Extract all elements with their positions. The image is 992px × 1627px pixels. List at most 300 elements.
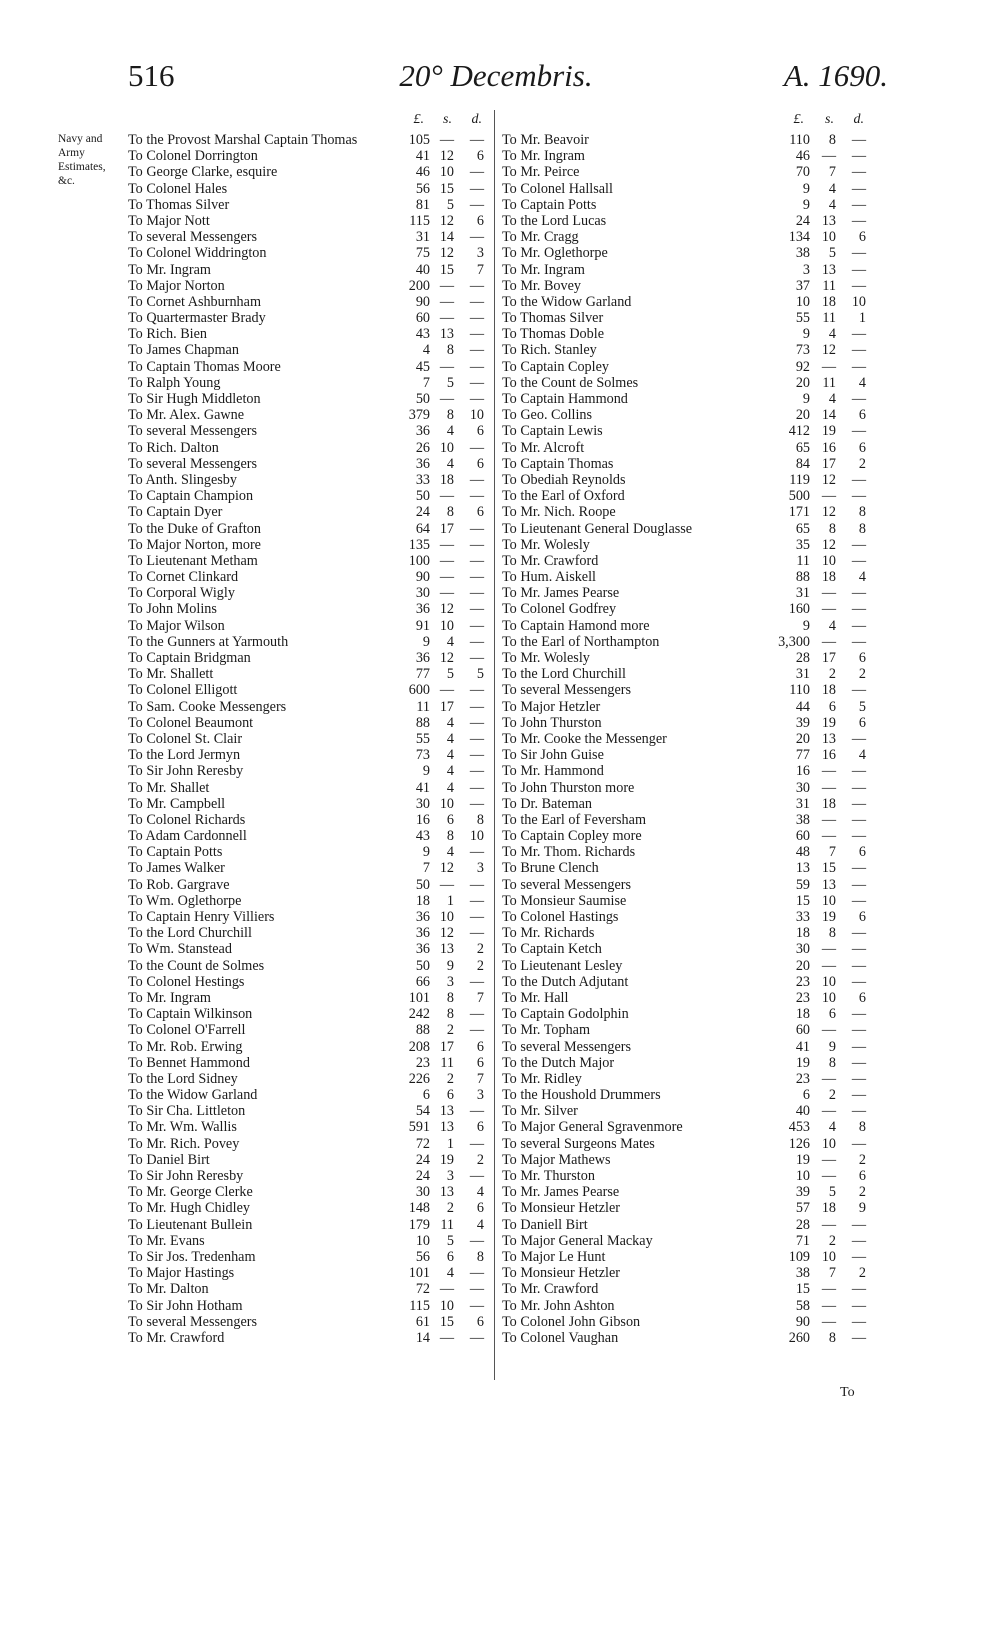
entry-name: To Major General Mackay bbox=[502, 1232, 653, 1249]
entry-pounds: 57 bbox=[795, 1200, 810, 1217]
list-item bbox=[128, 634, 490, 650]
entry-pounds: 115 bbox=[409, 212, 430, 229]
entry-shillings: 12 bbox=[439, 245, 454, 262]
list-item bbox=[502, 1022, 874, 1038]
list-item bbox=[128, 1233, 490, 1249]
entry-shillings: 13 bbox=[821, 261, 836, 278]
entry-name: To Captain Champion bbox=[128, 488, 254, 505]
entry-pence: — bbox=[469, 132, 484, 148]
entry-pounds: 30 bbox=[415, 795, 430, 812]
entry-pounds: 61 bbox=[415, 1313, 430, 1330]
entry-name: To Brune Clench bbox=[502, 860, 599, 877]
entry-pence: — bbox=[851, 779, 866, 796]
entry-pence: 1 bbox=[858, 310, 866, 327]
entry-pence: — bbox=[851, 148, 866, 165]
entry-pence: 10 bbox=[851, 293, 866, 310]
entry-name: To Colonel Hastings bbox=[502, 909, 619, 925]
entry-pence: 6 bbox=[858, 407, 866, 424]
list-item bbox=[502, 682, 874, 698]
list-item bbox=[128, 245, 490, 261]
entry-shillings: 2 bbox=[446, 1022, 454, 1039]
list-item bbox=[128, 909, 490, 925]
entry-pence: — bbox=[851, 860, 866, 877]
pounds-header: £. bbox=[413, 112, 424, 127]
list-item bbox=[128, 262, 490, 278]
entry-pence: — bbox=[469, 925, 484, 942]
left-entry-list bbox=[128, 132, 490, 1346]
entry-name: To Sir Jos. Tredenham bbox=[128, 1248, 256, 1265]
list-item bbox=[502, 941, 874, 957]
list-item bbox=[502, 893, 874, 909]
entry-pounds: 10 bbox=[415, 1232, 430, 1249]
entry-pounds: 16 bbox=[795, 763, 810, 780]
entry-pounds: 20 bbox=[795, 407, 810, 424]
list-item bbox=[128, 569, 490, 585]
entry-pence: — bbox=[851, 488, 866, 505]
entry-pounds: 19 bbox=[795, 1151, 810, 1168]
entry-name: To Mr. Nich. Roope bbox=[502, 504, 616, 521]
entry-shillings: 18 bbox=[439, 471, 454, 488]
entry-pounds: 38 bbox=[795, 245, 810, 262]
entry-name: To Mr. Crawford bbox=[502, 1281, 599, 1298]
entry-name: To the Lord Churchill bbox=[128, 925, 252, 942]
entry-shillings: — bbox=[821, 633, 836, 650]
entry-pounds: 77 bbox=[795, 747, 810, 764]
entry-pounds: 242 bbox=[408, 1006, 430, 1023]
entry-pence: — bbox=[851, 132, 866, 148]
entry-pence: — bbox=[851, 1103, 866, 1120]
entry-pounds: 72 bbox=[415, 1135, 430, 1152]
entry-pence: 7 bbox=[476, 1070, 484, 1087]
entry-pence: — bbox=[469, 779, 484, 796]
entry-pounds: 100 bbox=[408, 552, 430, 569]
entry-pounds: 41 bbox=[795, 1038, 810, 1055]
entry-name: To Mr. George Clerke bbox=[128, 1184, 253, 1201]
entry-pence: — bbox=[851, 164, 866, 181]
list-item bbox=[128, 893, 490, 909]
entry-pence: — bbox=[469, 488, 484, 505]
list-item bbox=[502, 844, 874, 860]
entry-pence: — bbox=[851, 763, 866, 780]
entry-name: To Captain Wilkinson bbox=[128, 1006, 253, 1023]
entry-pence: 6 bbox=[858, 650, 866, 666]
entry-name: To Colonel Vaughan bbox=[502, 1329, 619, 1346]
entry-shillings: 13 bbox=[821, 876, 836, 893]
list-item bbox=[502, 504, 874, 520]
list-item bbox=[502, 1168, 874, 1184]
entry-shillings: 11 bbox=[822, 277, 836, 294]
entry-pounds: 11 bbox=[796, 552, 810, 569]
entry-pence: — bbox=[469, 1022, 484, 1039]
entry-pence: — bbox=[851, 180, 866, 197]
entry-pounds: 60 bbox=[415, 310, 430, 327]
list-item bbox=[128, 780, 490, 796]
entry-name: To Geo. Collins bbox=[502, 407, 593, 424]
entry-name: To the Lord Lucas bbox=[502, 212, 607, 229]
list-item bbox=[128, 1022, 490, 1038]
list-item bbox=[502, 601, 874, 617]
list-item bbox=[502, 731, 874, 747]
entry-pence: 6 bbox=[476, 423, 484, 440]
list-item bbox=[502, 812, 874, 828]
entry-pounds: 13 bbox=[795, 860, 810, 877]
page-year: A. 1690. bbox=[783, 58, 888, 93]
entry-pence: 9 bbox=[858, 1200, 866, 1217]
entry-pence: — bbox=[469, 1329, 484, 1346]
entry-shillings: 16 bbox=[821, 747, 836, 764]
entry-shillings: 5 bbox=[446, 1232, 454, 1249]
entry-shillings: — bbox=[439, 569, 454, 586]
entry-name: To Mr. Shallet bbox=[128, 779, 210, 796]
entry-pence: — bbox=[469, 471, 484, 488]
entry-shillings: — bbox=[439, 682, 454, 699]
entry-pounds: 134 bbox=[788, 229, 810, 246]
entry-name: To Thomas Doble bbox=[502, 326, 604, 343]
entry-pence: — bbox=[469, 439, 484, 456]
list-item bbox=[128, 375, 490, 391]
entry-pence: — bbox=[851, 973, 866, 990]
entry-name: To Quartermaster Brady bbox=[128, 310, 266, 327]
entry-shillings: 13 bbox=[821, 212, 836, 229]
list-item bbox=[502, 860, 874, 876]
entry-pounds: 73 bbox=[415, 747, 430, 764]
list-item bbox=[502, 650, 874, 666]
entry-name: To the Earl of Feversham bbox=[502, 811, 646, 828]
entry-pence: 7 bbox=[476, 989, 484, 1006]
entry-shillings: 15 bbox=[439, 180, 454, 197]
entry-pounds: 36 bbox=[415, 909, 430, 925]
entry-pence: 6 bbox=[858, 439, 866, 456]
entry-name: To Sir Cha. Littleton bbox=[128, 1103, 246, 1120]
entry-pence: — bbox=[851, 876, 866, 893]
entry-shillings: — bbox=[439, 1329, 454, 1346]
list-item bbox=[128, 618, 490, 634]
entry-pounds: 26 bbox=[415, 439, 430, 456]
entry-shillings: 8 bbox=[446, 407, 454, 424]
entry-pounds: 38 bbox=[795, 1265, 810, 1282]
entry-pounds: 71 bbox=[795, 1232, 810, 1249]
entry-name: To Thomas Silver bbox=[502, 310, 604, 327]
entry-pence: — bbox=[469, 374, 484, 391]
entry-pounds: 41 bbox=[415, 779, 430, 796]
entry-pounds: 70 bbox=[795, 164, 810, 181]
list-item bbox=[128, 844, 490, 860]
entry-pounds: 24 bbox=[415, 504, 430, 521]
list-item bbox=[502, 1298, 874, 1314]
entry-name: To Cornet Ashburnham bbox=[128, 293, 261, 310]
entry-pounds: 9 bbox=[422, 633, 430, 650]
list-item bbox=[128, 1184, 490, 1200]
entry-name: To Colonel Elligott bbox=[128, 682, 238, 699]
entry-shillings: — bbox=[439, 358, 454, 375]
entry-pence: — bbox=[851, 1038, 866, 1055]
entry-shillings: 15 bbox=[439, 1313, 454, 1330]
entry-name: To Monsieur Saumise bbox=[502, 892, 627, 909]
entry-pence: — bbox=[851, 277, 866, 294]
entry-pence: — bbox=[851, 682, 866, 699]
entry-name: To Sir Hugh Middleton bbox=[128, 391, 261, 407]
entry-name: To Mr. Wm. Wallis bbox=[128, 1119, 237, 1136]
entry-name: To John Thurston bbox=[502, 714, 602, 731]
entry-name: To Thomas Silver bbox=[128, 196, 230, 213]
entry-pence: — bbox=[469, 391, 484, 407]
entry-pence: 5 bbox=[858, 698, 866, 715]
entry-name: To James Walker bbox=[128, 860, 225, 877]
entry-pounds: 6 bbox=[422, 1087, 430, 1104]
entry-shillings: 8 bbox=[828, 925, 836, 942]
entry-shillings: 6 bbox=[828, 1006, 836, 1023]
entry-pounds: 18 bbox=[415, 892, 430, 909]
entry-pence: 8 bbox=[858, 520, 866, 537]
entry-shillings: 15 bbox=[439, 261, 454, 278]
entry-name: To Captain Ketch bbox=[502, 941, 602, 958]
entry-shillings: 18 bbox=[821, 795, 836, 812]
entry-pence: — bbox=[469, 164, 484, 181]
entry-pence: — bbox=[469, 795, 484, 812]
page-title: 20° Decembris. bbox=[399, 58, 593, 93]
entry-shillings: 6 bbox=[446, 1248, 454, 1265]
list-item bbox=[128, 342, 490, 358]
entry-name: To Major Wilson bbox=[128, 617, 225, 634]
entry-pence: 2 bbox=[858, 1151, 866, 1168]
entry-pounds: 9 bbox=[802, 180, 810, 197]
entry-name: To Captain Copley bbox=[502, 358, 609, 375]
entry-name: To Mr. Richards bbox=[502, 925, 595, 942]
entry-name: To Rich. Bien bbox=[128, 326, 208, 343]
entry-name: To Colonel O'Farrell bbox=[128, 1022, 246, 1039]
entry-shillings: 18 bbox=[821, 569, 836, 586]
entry-name: To Bennet Hammond bbox=[128, 1054, 250, 1071]
entry-shillings: 5 bbox=[828, 245, 836, 262]
entry-shillings: 2 bbox=[828, 1087, 836, 1104]
entry-pence: — bbox=[851, 423, 866, 440]
entry-pence: 2 bbox=[858, 1184, 866, 1201]
list-item bbox=[128, 1281, 490, 1297]
entry-name: To Mr. Cooke the Messenger bbox=[502, 730, 667, 747]
entry-name: To several Messengers bbox=[502, 1038, 632, 1055]
list-item bbox=[128, 1039, 490, 1055]
entry-pounds: 40 bbox=[415, 261, 430, 278]
entry-pounds: 77 bbox=[415, 666, 430, 683]
entry-shillings: 10 bbox=[821, 229, 836, 246]
entry-name: To George Clarke, esquire bbox=[128, 164, 278, 181]
entry-pounds: 73 bbox=[795, 342, 810, 359]
list-item bbox=[502, 278, 874, 294]
list-item bbox=[502, 197, 874, 213]
entry-name: To Mr. Silver bbox=[502, 1103, 578, 1120]
entry-pence: 6 bbox=[858, 844, 866, 861]
entry-shillings: 2 bbox=[828, 666, 836, 683]
entry-shillings: 7 bbox=[828, 1265, 836, 1282]
entry-name: To Colonel John Gibson bbox=[502, 1313, 641, 1330]
entry-shillings: 9 bbox=[446, 957, 454, 974]
entry-name: To Mr. Topham bbox=[502, 1022, 590, 1039]
list-item bbox=[128, 731, 490, 747]
entry-pounds: 46 bbox=[795, 148, 810, 165]
list-item bbox=[502, 1281, 874, 1297]
entry-shillings: 4 bbox=[828, 196, 836, 213]
entry-shillings: 8 bbox=[446, 989, 454, 1006]
entry-name: To Major Hetzler bbox=[502, 698, 601, 715]
list-item bbox=[128, 148, 490, 164]
list-item bbox=[128, 504, 490, 520]
entry-pounds: 208 bbox=[408, 1038, 430, 1055]
list-item bbox=[128, 585, 490, 601]
entry-name: To Mr. Crawford bbox=[128, 1329, 225, 1346]
entry-pence: 8 bbox=[858, 504, 866, 521]
list-item bbox=[128, 877, 490, 893]
list-item bbox=[128, 440, 490, 456]
entry-pence: — bbox=[469, 763, 484, 780]
entry-pounds: 109 bbox=[788, 1248, 810, 1265]
entry-name: To Mr. Wolesly bbox=[502, 536, 590, 553]
entry-name: To Dr. Bateman bbox=[502, 795, 593, 812]
entry-pounds: 40 bbox=[795, 1103, 810, 1120]
entry-shillings: 11 bbox=[440, 1216, 454, 1233]
entry-shillings: 12 bbox=[821, 342, 836, 359]
entry-name: To Lieutenant Bullein bbox=[128, 1216, 253, 1233]
entry-name: To Cornet Clinkard bbox=[128, 569, 239, 586]
list-item bbox=[502, 456, 874, 472]
entry-name: To the Count de Solmes bbox=[128, 957, 265, 974]
shillings-header: s. bbox=[825, 112, 834, 127]
entry-pence: 2 bbox=[476, 1151, 484, 1168]
entry-pounds: 18 bbox=[795, 925, 810, 942]
entry-pence: 6 bbox=[476, 1200, 484, 1217]
entry-name: To Mr. John Ashton bbox=[502, 1297, 615, 1314]
entry-name: To Captain Hammond bbox=[502, 391, 628, 407]
entry-name: To John Molins bbox=[128, 601, 217, 618]
entry-pence: — bbox=[469, 698, 484, 715]
entry-pounds: 75 bbox=[415, 245, 430, 262]
entry-pounds: 56 bbox=[415, 180, 430, 197]
list-item bbox=[128, 763, 490, 779]
entry-name: To Captain Thomas bbox=[502, 455, 614, 472]
entry-name: To Captain Potts bbox=[128, 844, 223, 861]
entry-pence: — bbox=[469, 569, 484, 586]
entry-name: To several Messengers bbox=[128, 423, 258, 440]
entry-pence: — bbox=[469, 909, 484, 925]
entry-name: To Captain Copley more bbox=[502, 828, 642, 845]
list-item bbox=[502, 132, 874, 148]
list-item bbox=[128, 472, 490, 488]
entry-shillings: 12 bbox=[439, 650, 454, 666]
entry-name: To Mr. Shallett bbox=[128, 666, 214, 683]
list-item bbox=[502, 1249, 874, 1265]
entry-pence: — bbox=[851, 358, 866, 375]
entry-pence: 3 bbox=[476, 1087, 484, 1104]
entry-shillings: — bbox=[821, 763, 836, 780]
entry-name: To Corporal Wigly bbox=[128, 585, 235, 602]
list-item bbox=[128, 941, 490, 957]
entry-pounds: 28 bbox=[795, 650, 810, 666]
entry-shillings: 4 bbox=[446, 423, 454, 440]
entry-pounds: 56 bbox=[415, 1248, 430, 1265]
entry-name: To Captain Thomas Moore bbox=[128, 358, 281, 375]
entry-pounds: 379 bbox=[408, 407, 430, 424]
entry-name: To Monsieur Hetzler bbox=[502, 1265, 620, 1282]
entry-pounds: 90 bbox=[415, 569, 430, 586]
entry-name: To Major General Sgravenmore bbox=[502, 1119, 683, 1136]
entry-pence: — bbox=[851, 261, 866, 278]
entry-shillings: — bbox=[821, 358, 836, 375]
entry-shillings: — bbox=[821, 779, 836, 796]
entry-pounds: 23 bbox=[795, 973, 810, 990]
entry-name: To the Earl of Northampton bbox=[502, 633, 660, 650]
entry-name: To Monsieur Hetzler bbox=[502, 1200, 620, 1217]
entry-name: To Mr. Alcroft bbox=[502, 439, 585, 456]
entry-pounds: 28 bbox=[795, 1216, 810, 1233]
entry-pence: — bbox=[469, 310, 484, 327]
pence-header: d. bbox=[853, 112, 864, 127]
entry-name: To several Messengers bbox=[128, 455, 258, 472]
entry-pence: 4 bbox=[476, 1184, 484, 1201]
entry-shillings: 10 bbox=[821, 1248, 836, 1265]
entry-pence: — bbox=[851, 1070, 866, 1087]
entry-name: To the Duke of Grafton bbox=[128, 520, 261, 537]
entry-name: To Mr. Rich. Povey bbox=[128, 1135, 240, 1152]
entry-pence: — bbox=[851, 326, 866, 343]
entry-pounds: 44 bbox=[795, 698, 810, 715]
entry-shillings: — bbox=[439, 132, 454, 148]
list-item bbox=[502, 472, 874, 488]
list-item bbox=[128, 359, 490, 375]
entry-pounds: 7 bbox=[422, 374, 430, 391]
entry-pence: — bbox=[851, 585, 866, 602]
entry-shillings: — bbox=[439, 552, 454, 569]
entry-pounds: 160 bbox=[788, 601, 810, 618]
entry-pounds: 23 bbox=[795, 989, 810, 1006]
entry-pounds: 43 bbox=[415, 828, 430, 845]
entry-name: To the Widow Garland bbox=[502, 293, 632, 310]
list-item bbox=[502, 488, 874, 504]
list-item bbox=[128, 1314, 490, 1330]
list-item bbox=[128, 958, 490, 974]
list-item bbox=[128, 747, 490, 763]
entry-pence: — bbox=[851, 1216, 866, 1233]
list-item bbox=[502, 262, 874, 278]
entry-shillings: 2 bbox=[828, 1232, 836, 1249]
list-item bbox=[502, 990, 874, 1006]
entry-pence: — bbox=[469, 1297, 484, 1314]
entry-shillings: 4 bbox=[828, 326, 836, 343]
entry-shillings: 4 bbox=[446, 763, 454, 780]
list-item bbox=[502, 666, 874, 682]
entry-shillings: 17 bbox=[821, 650, 836, 666]
entry-shillings: 17 bbox=[439, 520, 454, 537]
list-item bbox=[502, 1330, 874, 1346]
list-item bbox=[128, 1006, 490, 1022]
entry-name: To Mr. Dalton bbox=[128, 1281, 209, 1298]
entry-pence: 6 bbox=[858, 714, 866, 731]
list-item bbox=[502, 699, 874, 715]
entry-name: To Mr. Thurston bbox=[502, 1168, 595, 1184]
entry-name: To several Messengers bbox=[502, 876, 632, 893]
entry-shillings: — bbox=[821, 941, 836, 958]
entry-shillings: 5 bbox=[446, 196, 454, 213]
entry-pence: — bbox=[469, 536, 484, 553]
entry-shillings: 10 bbox=[821, 989, 836, 1006]
entry-name: To the Lord Churchill bbox=[502, 666, 626, 683]
entry-shillings: 13 bbox=[439, 941, 454, 958]
entry-name: To Rich. Dalton bbox=[128, 439, 219, 456]
entry-shillings: 18 bbox=[821, 682, 836, 699]
entry-pounds: 30 bbox=[795, 779, 810, 796]
list-item bbox=[128, 925, 490, 941]
list-item bbox=[502, 440, 874, 456]
list-item bbox=[502, 877, 874, 893]
list-item bbox=[502, 796, 874, 812]
